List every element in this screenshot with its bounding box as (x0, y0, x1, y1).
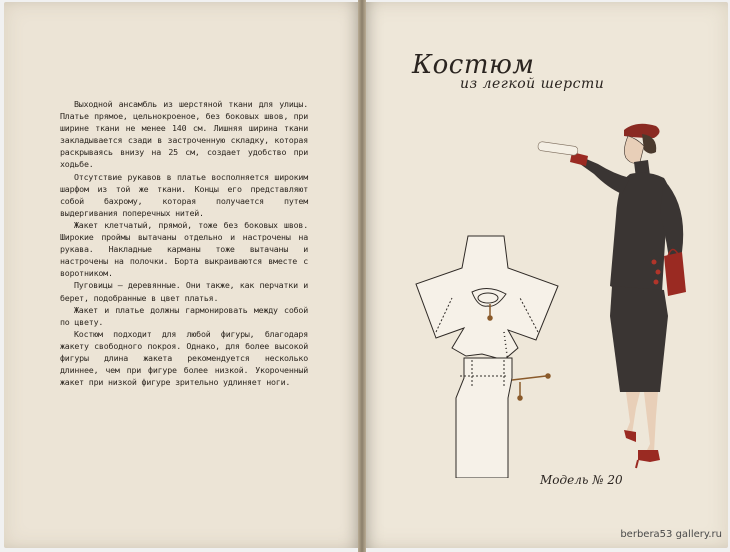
paragraph: Жакет клетчатый, прямой, тоже без боковых швов. Широкие проймы вытачаны отдельно и настрочены на рукава. Накладные карманы тоже вытачаны и настрочены на полочки. Борта выкраиваются вместе с воротником. (60, 219, 308, 279)
title-main: Костюм (412, 50, 535, 80)
paragraph: Костюм подходит для любой фигуры, благодаря жакету свободного покроя. Однако, для более высокой фигуры длина жакета рекомендуется несколько длиннее, чем при фигуре более низкой. Укороченный жакет при низкой фигуре зрительно удлиняет ноги. (60, 328, 308, 388)
paragraph: Отсутствие рукавов в платье восполняется широким шарфом из той же ткани. Концы его представляют собой бахрому, которая получается путем выдергивания поперечных нитей. (60, 171, 308, 218)
watermark: berbera53 gallery.ru (620, 529, 722, 540)
book-gutter (358, 0, 366, 552)
paragraph: Пуговицы — деревянные. Они также, как перчатки и берет, подобранные в цвет платья. (60, 280, 308, 303)
title-sub: из легкой шерсти (460, 76, 605, 92)
paragraph: Выходной ансамбль из шерстяной ткани для улицы. Платье прямое, цельнокроеное, без боковых швов, при ширине ткани не менее 140 см. Лишняя ширина ткани закладывается сзади в застроченную складку, которая раскрываясь внизу на 25 см, создает удобство при ходьбе. (60, 99, 308, 170)
paragraph: Жакет и платье должны гармонировать между собой по цвету. (60, 304, 308, 327)
page-title (412, 50, 612, 100)
fashion-model-illustration (532, 116, 702, 476)
body-text (60, 98, 308, 388)
model-caption: Модель № 20 (540, 473, 623, 487)
